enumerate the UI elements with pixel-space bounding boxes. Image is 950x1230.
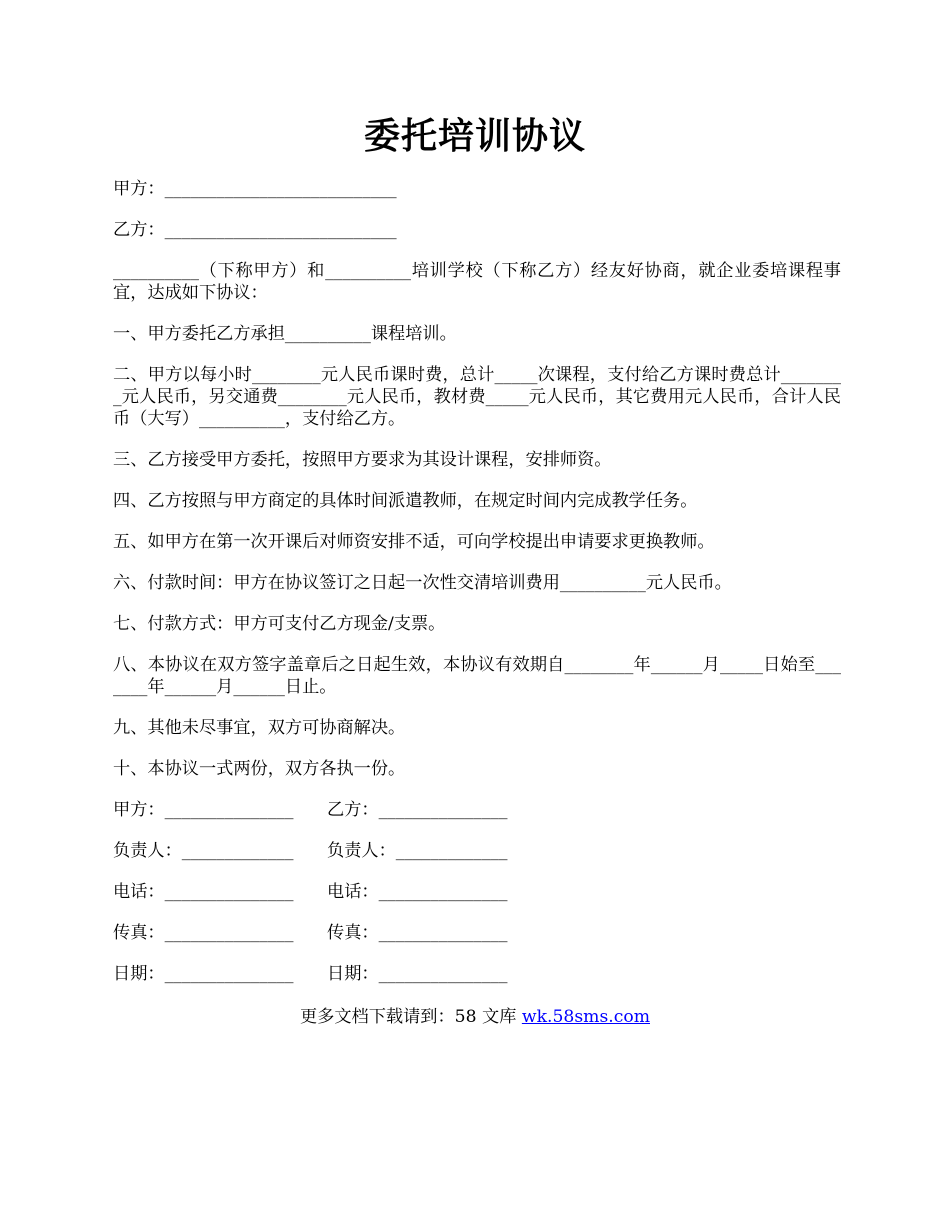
signature-responsible-a: 负责人：_____________: [113, 841, 294, 861]
signature-fax-a: 传真：_______________: [113, 923, 294, 943]
clause-4: 四、乙方按照与甲方商定的具体时间派遣教师，在规定时间内完成教学任务。: [113, 491, 698, 511]
party-a-line: 甲方：___________________________: [113, 179, 397, 199]
signature-row-fax: [113, 922, 841, 944]
clause-6: 六、付款时间：甲方在协议签订之日起一次性交清培训费用__________元人民币。: [113, 573, 732, 593]
signature-phone-b: 电话：_______________: [327, 882, 508, 902]
signature-row-phone: [113, 881, 841, 903]
signature-party-b: 乙方：_______________: [327, 800, 508, 820]
document-body: [113, 178, 841, 1004]
clause-7: 七、付款方式：甲方可支付乙方现金/支票。: [113, 614, 446, 634]
intro-paragraph: __________（下称甲方）和__________培训学校（下称乙方）经友好协商，就企业委培课程事宜，达成如下协议：: [113, 261, 841, 303]
signature-row-date: [113, 963, 841, 985]
document-title: 委托培训协议: [363, 115, 586, 157]
party-b-line: 乙方：___________________________: [113, 220, 397, 240]
signature-fax-b: 传真：_______________: [327, 923, 508, 943]
signature-date-b: 日期：_______________: [327, 964, 508, 984]
signature-responsible-b: 负责人：_____________: [327, 841, 508, 861]
signature-date-a: 日期：_______________: [113, 964, 294, 984]
clause-5: 五、如甲方在第一次开课后对师资安排不适，可向学校提出申请要求更换教师。: [113, 532, 715, 552]
signature-row-responsible: [113, 840, 841, 862]
footer: [0, 1006, 950, 1028]
clause-1: 一、甲方委托乙方承担__________课程培训。: [113, 324, 457, 344]
clause-10: 十、本协议一式两份，双方各执一份。: [113, 759, 406, 779]
clause-2: 二、甲方以每小时________元人民币课时费，总计_____次课程，支付给乙方课时费总计________元人民币，另交通费________元人民币，教材费_____元人民币，其它费用元人民币，合计人民币（大写）__________，支付给乙方。: [113, 365, 841, 429]
clause-8: 八、本协议在双方签字盖章后之日起生效，本协议有效期自________年______月_____日始至_______年______月______日止。: [113, 655, 841, 697]
signature-party-a: 甲方：_______________: [113, 800, 294, 820]
signature-row-party: [113, 799, 841, 821]
clause-3: 三、乙方接受甲方委托，按照甲方要求为其设计课程，安排师资。: [113, 450, 612, 470]
footer-text: 更多文档下载请到：58 文库: [299, 1007, 522, 1027]
signature-phone-a: 电话：_______________: [113, 882, 294, 902]
clause-9: 九、其他未尽事宜，双方可协商解决。: [113, 718, 406, 738]
footer-link[interactable]: wk.58sms.com: [521, 1007, 650, 1027]
